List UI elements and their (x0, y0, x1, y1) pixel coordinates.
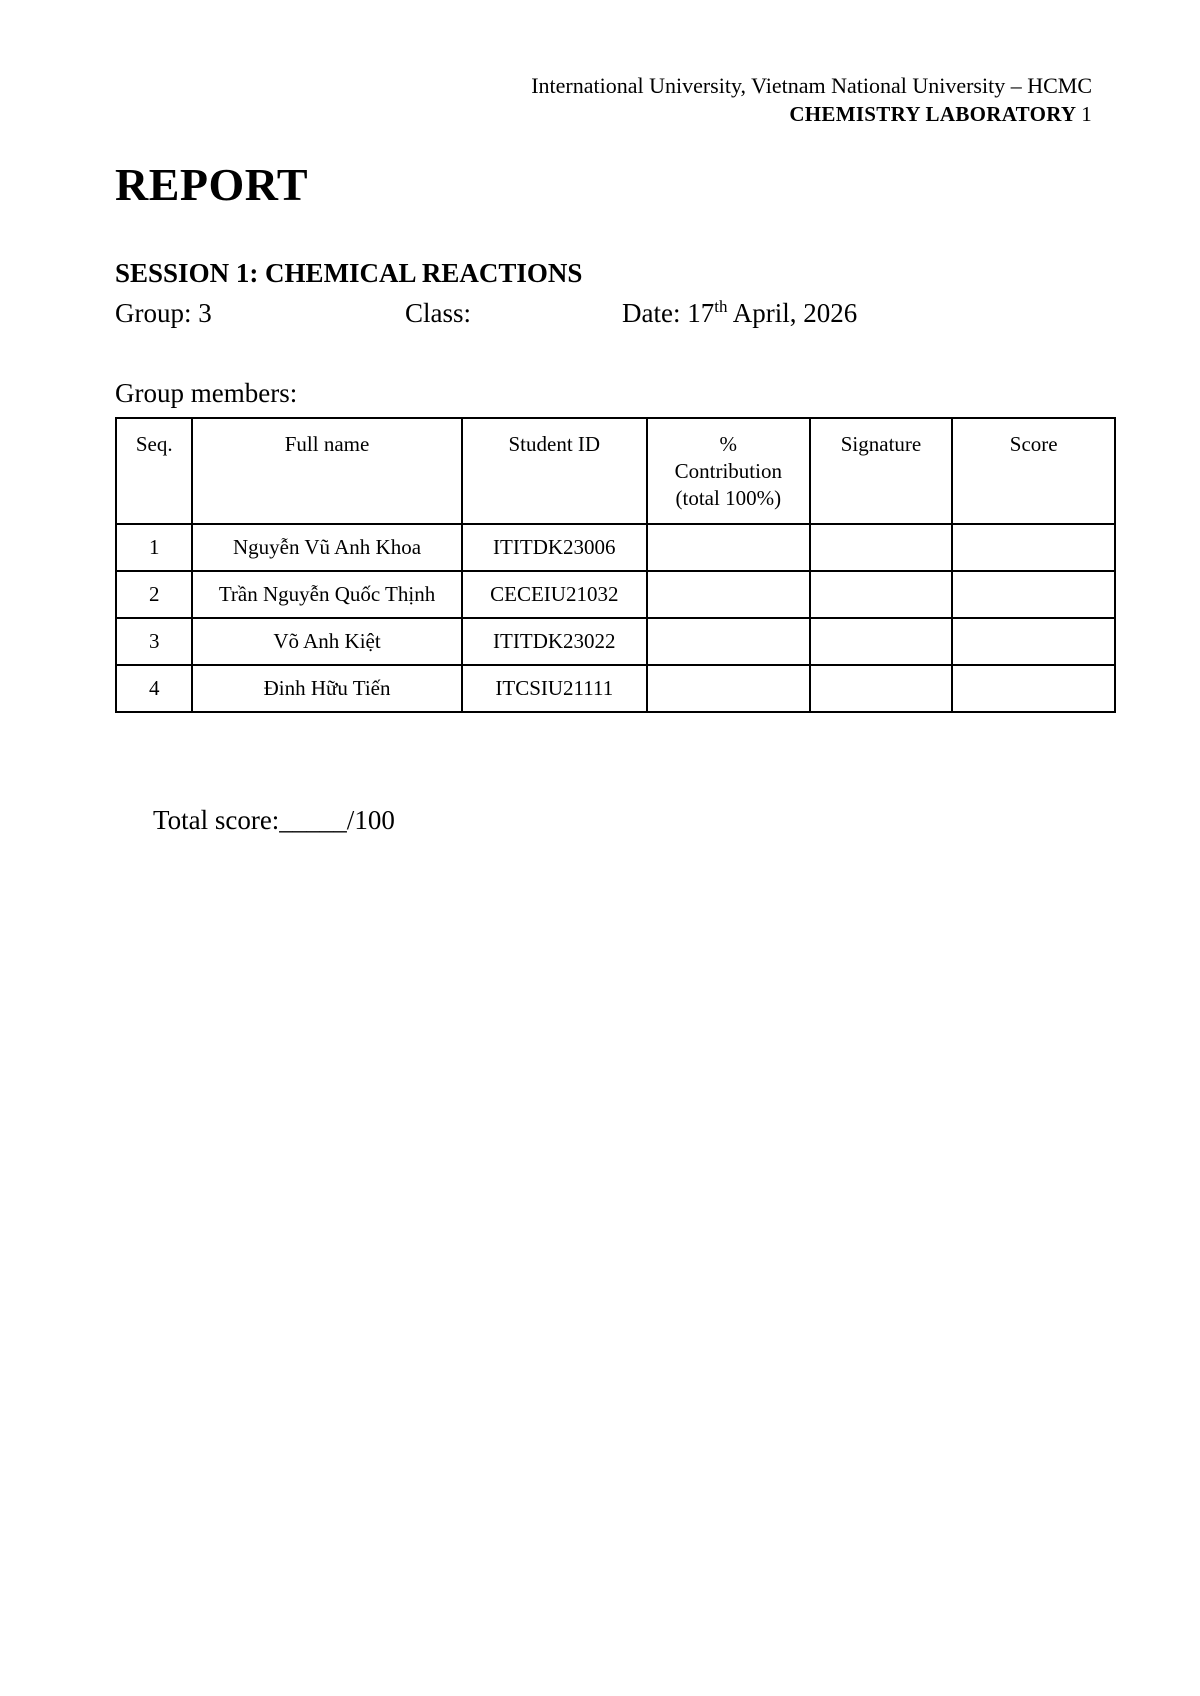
lab-number: 1 (1081, 102, 1092, 126)
header-score: Score (952, 418, 1115, 524)
cell-seq: 2 (116, 571, 192, 618)
cell-full-name: Trần Nguyễn Quốc Thịnh (192, 571, 461, 618)
total-score: Total score:_____/100 (153, 805, 395, 835)
institution-name: International University, Vietnam National University – HCMC (531, 73, 1092, 98)
date-suffix: April, 2026 (727, 298, 858, 328)
cell-score (952, 665, 1115, 712)
group-field: Group: 3 (115, 298, 212, 328)
cell-full-name: Đinh Hữu Tiến (192, 665, 461, 712)
header-contribution (647, 418, 810, 524)
header-student-id: Student ID (462, 418, 647, 524)
cell-contribution (647, 618, 810, 665)
cell-signature (810, 524, 953, 571)
table-row (116, 571, 1115, 618)
header-signature: Signature (810, 418, 953, 524)
table-row (116, 618, 1115, 665)
members-table (115, 417, 1116, 713)
cell-contribution (647, 571, 810, 618)
cell-student-id: ITITDK23022 (462, 618, 647, 665)
cell-student-id: CECEIU21032 (462, 571, 647, 618)
lab-title (531, 100, 1092, 128)
table-row (116, 665, 1115, 712)
cell-student-id: ITITDK23006 (462, 524, 647, 571)
cell-full-name: Nguyễn Vũ Anh Khoa (192, 524, 461, 571)
cell-seq: 1 (116, 524, 192, 571)
cell-signature (810, 665, 953, 712)
class-field: Class: (405, 298, 472, 328)
cell-signature (810, 571, 953, 618)
header-seq: Seq. (116, 418, 192, 524)
cell-seq: 4 (116, 665, 192, 712)
cell-contribution (647, 665, 810, 712)
table-header-row (116, 418, 1115, 524)
cell-contribution (647, 524, 810, 571)
header-contribution-line3: (total 100%) (675, 486, 782, 510)
header-contribution-line1: % (719, 432, 738, 456)
cell-score (952, 618, 1115, 665)
meta-row (115, 298, 1015, 334)
cell-student-id: ITCSIU21111 (462, 665, 647, 712)
date-field (622, 298, 857, 329)
cell-score (952, 571, 1115, 618)
cell-full-name: Võ Anh Kiệt (192, 618, 461, 665)
group-members-label: Group members: (115, 378, 298, 408)
page-header (531, 72, 1092, 128)
session-title: SESSION 1: CHEMICAL REACTIONS (115, 258, 583, 288)
table-row (116, 524, 1115, 571)
header-full-name: Full name (192, 418, 461, 524)
report-title: REPORT (115, 159, 309, 210)
header-contribution-line2: Contribution (674, 459, 782, 483)
date-superscript: th (714, 297, 728, 316)
cell-seq: 3 (116, 618, 192, 665)
date-prefix: Date: 17 (622, 298, 715, 328)
cell-signature (810, 618, 953, 665)
lab-title-text: CHEMISTRY LABORATORY (789, 102, 1076, 126)
cell-score (952, 524, 1115, 571)
